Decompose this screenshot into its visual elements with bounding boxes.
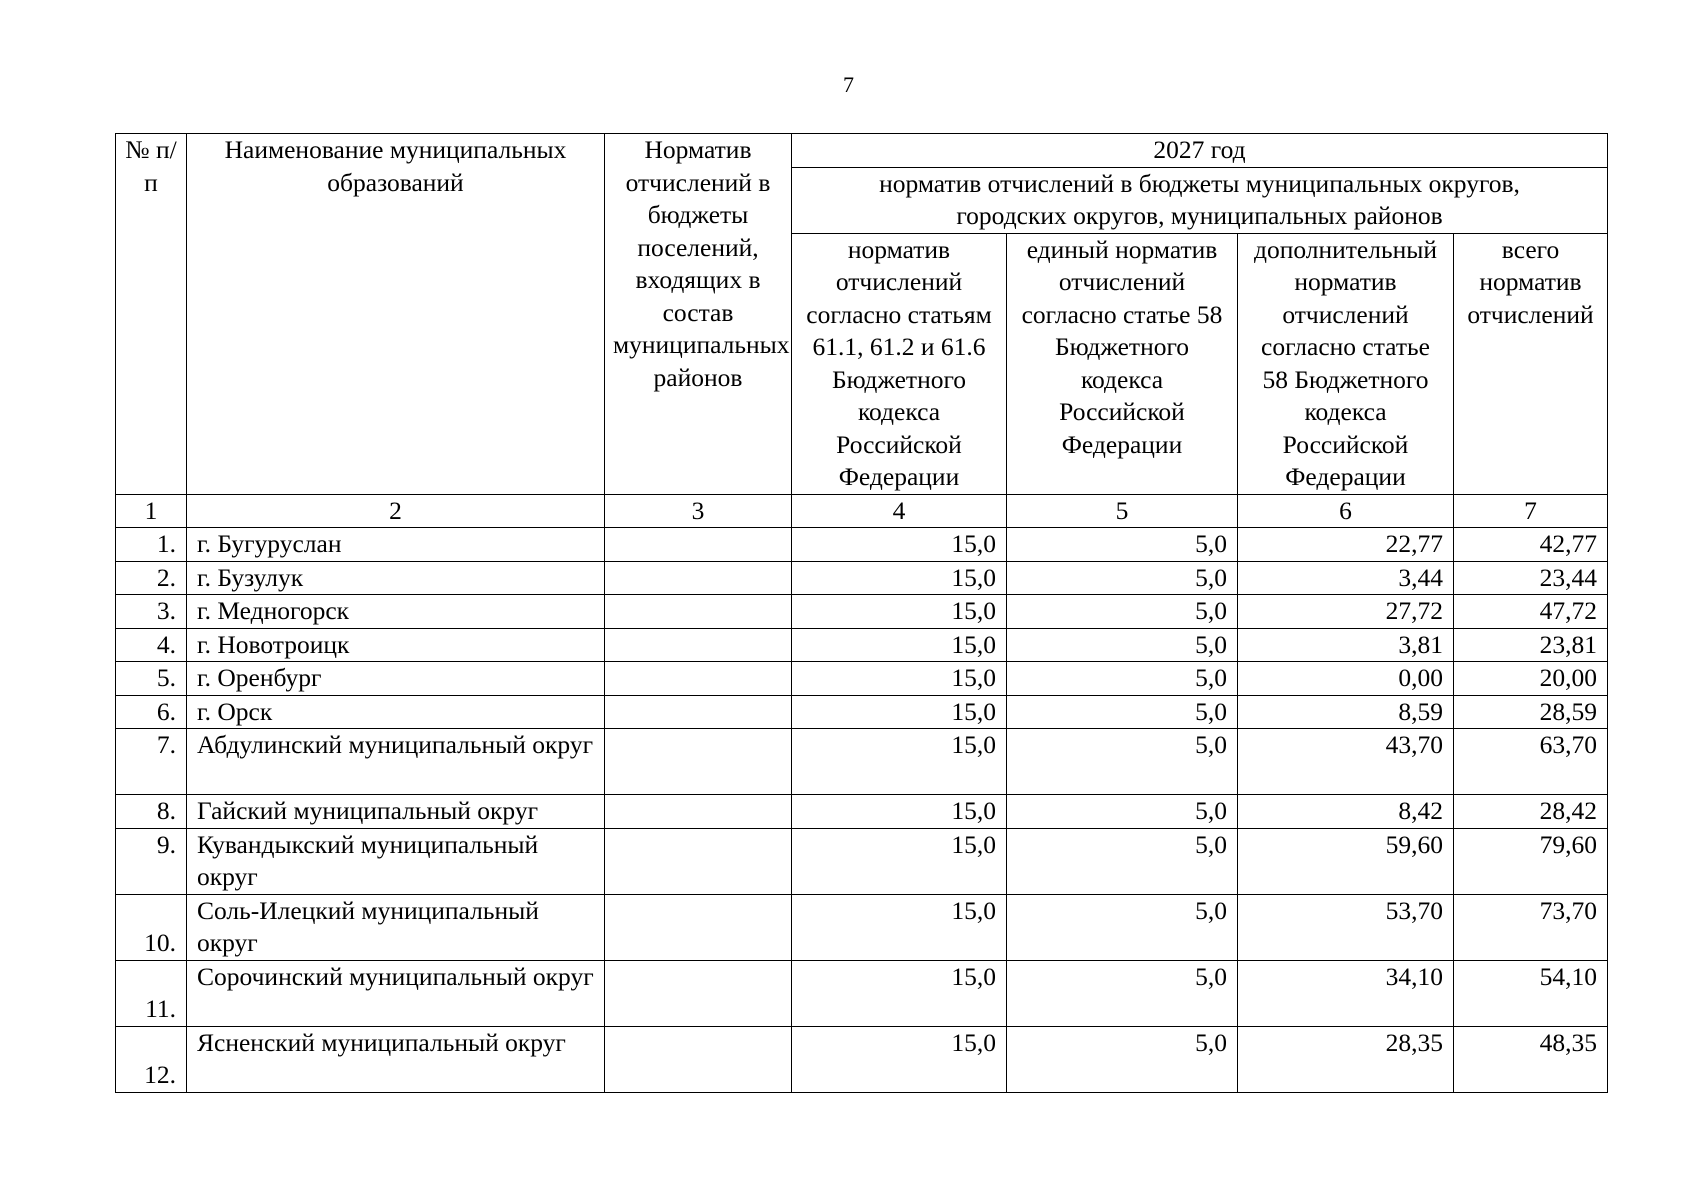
municipality-name: Соль-Илецкий муниципальный округ — [187, 894, 605, 960]
unified-norm-cell: 5,0 — [1007, 828, 1238, 894]
row-number: 1. — [116, 528, 187, 562]
unified-norm-cell: 5,0 — [1007, 695, 1238, 729]
settlements-norm-cell — [605, 528, 792, 562]
column-numbers-row — [116, 494, 1608, 528]
municipality-name: г. Бузулук — [187, 561, 605, 595]
municipality-name: Ясненский муниципальный округ — [187, 1026, 605, 1092]
total-norm-cell: 54,10 — [1454, 960, 1608, 1026]
municipality-name: г. Бугуруслан — [187, 528, 605, 562]
table-row — [116, 595, 1608, 629]
column-number: 1 — [116, 494, 187, 528]
municipality-name: г. Оренбург — [187, 662, 605, 696]
table-row — [116, 561, 1608, 595]
settlements-norm-cell — [605, 561, 792, 595]
additional-norm-cell: 43,70 — [1238, 729, 1454, 795]
header-col-settlements: Норматив отчислений в бюджеты поселений, входящих в состав муниципальных районов — [605, 134, 792, 495]
total-norm-cell: 20,00 — [1454, 662, 1608, 696]
additional-norm-cell: 28,35 — [1238, 1026, 1454, 1092]
column-number: 5 — [1007, 494, 1238, 528]
norm-61-cell: 15,0 — [792, 828, 1007, 894]
allocation-norms-table — [115, 133, 1608, 1093]
municipality-name: Кувандыкский муниципальный округ — [187, 828, 605, 894]
municipality-name: г. Новотроицк — [187, 628, 605, 662]
settlements-norm-cell — [605, 695, 792, 729]
total-norm-cell: 79,60 — [1454, 828, 1608, 894]
table-row — [116, 795, 1608, 829]
column-number: 2 — [187, 494, 605, 528]
row-number: 10. — [116, 894, 187, 960]
norm-61-cell: 15,0 — [792, 662, 1007, 696]
row-number: 5. — [116, 662, 187, 696]
table-row — [116, 729, 1608, 795]
header-group: норматив отчислений в бюджеты муниципальных округов, городских округов, муниципальных районов — [792, 167, 1608, 233]
table-row — [116, 662, 1608, 696]
table-row — [116, 894, 1608, 960]
settlements-norm-cell — [605, 795, 792, 829]
row-number: 8. — [116, 795, 187, 829]
norm-61-cell: 15,0 — [792, 595, 1007, 629]
additional-norm-cell: 8,59 — [1238, 695, 1454, 729]
additional-norm-cell: 3,81 — [1238, 628, 1454, 662]
norm-61-cell: 15,0 — [792, 894, 1007, 960]
total-norm-cell: 63,70 — [1454, 729, 1608, 795]
total-norm-cell: 28,59 — [1454, 695, 1608, 729]
municipality-name: Гайский муниципальный округ — [187, 795, 605, 829]
additional-norm-cell: 0,00 — [1238, 662, 1454, 696]
settlements-norm-cell — [605, 960, 792, 1026]
row-number: 3. — [116, 595, 187, 629]
additional-norm-cell: 53,70 — [1238, 894, 1454, 960]
norm-61-cell: 15,0 — [792, 795, 1007, 829]
total-norm-cell: 23,81 — [1454, 628, 1608, 662]
settlements-norm-cell — [605, 828, 792, 894]
row-number: 6. — [116, 695, 187, 729]
norm-61-cell: 15,0 — [792, 1026, 1007, 1092]
header-col-name: Наименование муниципальных образований — [187, 134, 605, 495]
unified-norm-cell: 5,0 — [1007, 595, 1238, 629]
unified-norm-cell: 5,0 — [1007, 662, 1238, 696]
column-number: 4 — [792, 494, 1007, 528]
additional-norm-cell: 8,42 — [1238, 795, 1454, 829]
unified-norm-cell: 5,0 — [1007, 729, 1238, 795]
total-norm-cell: 28,42 — [1454, 795, 1608, 829]
column-number: 6 — [1238, 494, 1454, 528]
unified-norm-cell: 5,0 — [1007, 561, 1238, 595]
settlements-norm-cell — [605, 729, 792, 795]
header-year: 2027 год — [792, 134, 1608, 168]
settlements-norm-cell — [605, 628, 792, 662]
settlements-norm-cell — [605, 662, 792, 696]
row-number: 7. — [116, 729, 187, 795]
additional-norm-cell: 34,10 — [1238, 960, 1454, 1026]
municipality-name: г. Орск — [187, 695, 605, 729]
row-number: 2. — [116, 561, 187, 595]
unified-norm-cell: 5,0 — [1007, 1026, 1238, 1092]
norm-61-cell: 15,0 — [792, 561, 1007, 595]
total-norm-cell: 48,35 — [1454, 1026, 1608, 1092]
column-number: 3 — [605, 494, 792, 528]
table-row — [116, 960, 1608, 1026]
row-number: 12. — [116, 1026, 187, 1092]
total-norm-cell: 73,70 — [1454, 894, 1608, 960]
table-row — [116, 528, 1608, 562]
municipality-name: Сорочинский муниципальный округ — [187, 960, 605, 1026]
norm-61-cell: 15,0 — [792, 628, 1007, 662]
header-col-6: дополнительный норматив отчислений согласно статье 58 Бюджетного кодекса Российской Федерации — [1238, 233, 1454, 494]
norm-61-cell: 15,0 — [792, 960, 1007, 1026]
municipality-name: Абдулинский муниципальный округ — [187, 729, 605, 795]
table-row — [116, 1026, 1608, 1092]
header-col-4: норматив отчислений согласно статьям 61.1, 61.2 и 61.6 Бюджетного кодекса Российской Федерации — [792, 233, 1007, 494]
norm-61-cell: 15,0 — [792, 729, 1007, 795]
norm-61-cell: 15,0 — [792, 695, 1007, 729]
additional-norm-cell: 22,77 — [1238, 528, 1454, 562]
total-norm-cell: 47,72 — [1454, 595, 1608, 629]
unified-norm-cell: 5,0 — [1007, 628, 1238, 662]
additional-norm-cell: 3,44 — [1238, 561, 1454, 595]
table-body — [116, 494, 1608, 1092]
header-col-7: всего норматив отчислений — [1454, 233, 1608, 494]
total-norm-cell: 42,77 — [1454, 528, 1608, 562]
norm-61-cell: 15,0 — [792, 528, 1007, 562]
row-number: 11. — [116, 960, 187, 1026]
additional-norm-cell: 27,72 — [1238, 595, 1454, 629]
header-col-5: единый норматив отчислений согласно статье 58 Бюджетного кодекса Российской Федерации — [1007, 233, 1238, 494]
header-col-no: № п/п — [116, 134, 187, 495]
table-row — [116, 628, 1608, 662]
settlements-norm-cell — [605, 595, 792, 629]
table-row — [116, 828, 1608, 894]
unified-norm-cell: 5,0 — [1007, 795, 1238, 829]
unified-norm-cell: 5,0 — [1007, 894, 1238, 960]
total-norm-cell: 23,44 — [1454, 561, 1608, 595]
additional-norm-cell: 59,60 — [1238, 828, 1454, 894]
municipality-name: г. Медногорск — [187, 595, 605, 629]
table-header — [116, 134, 1608, 495]
page-number: 7 — [843, 72, 854, 97]
settlements-norm-cell — [605, 894, 792, 960]
settlements-norm-cell — [605, 1026, 792, 1092]
row-number: 9. — [116, 828, 187, 894]
column-number: 7 — [1454, 494, 1608, 528]
row-number: 4. — [116, 628, 187, 662]
table-row — [116, 695, 1608, 729]
unified-norm-cell: 5,0 — [1007, 528, 1238, 562]
unified-norm-cell: 5,0 — [1007, 960, 1238, 1026]
